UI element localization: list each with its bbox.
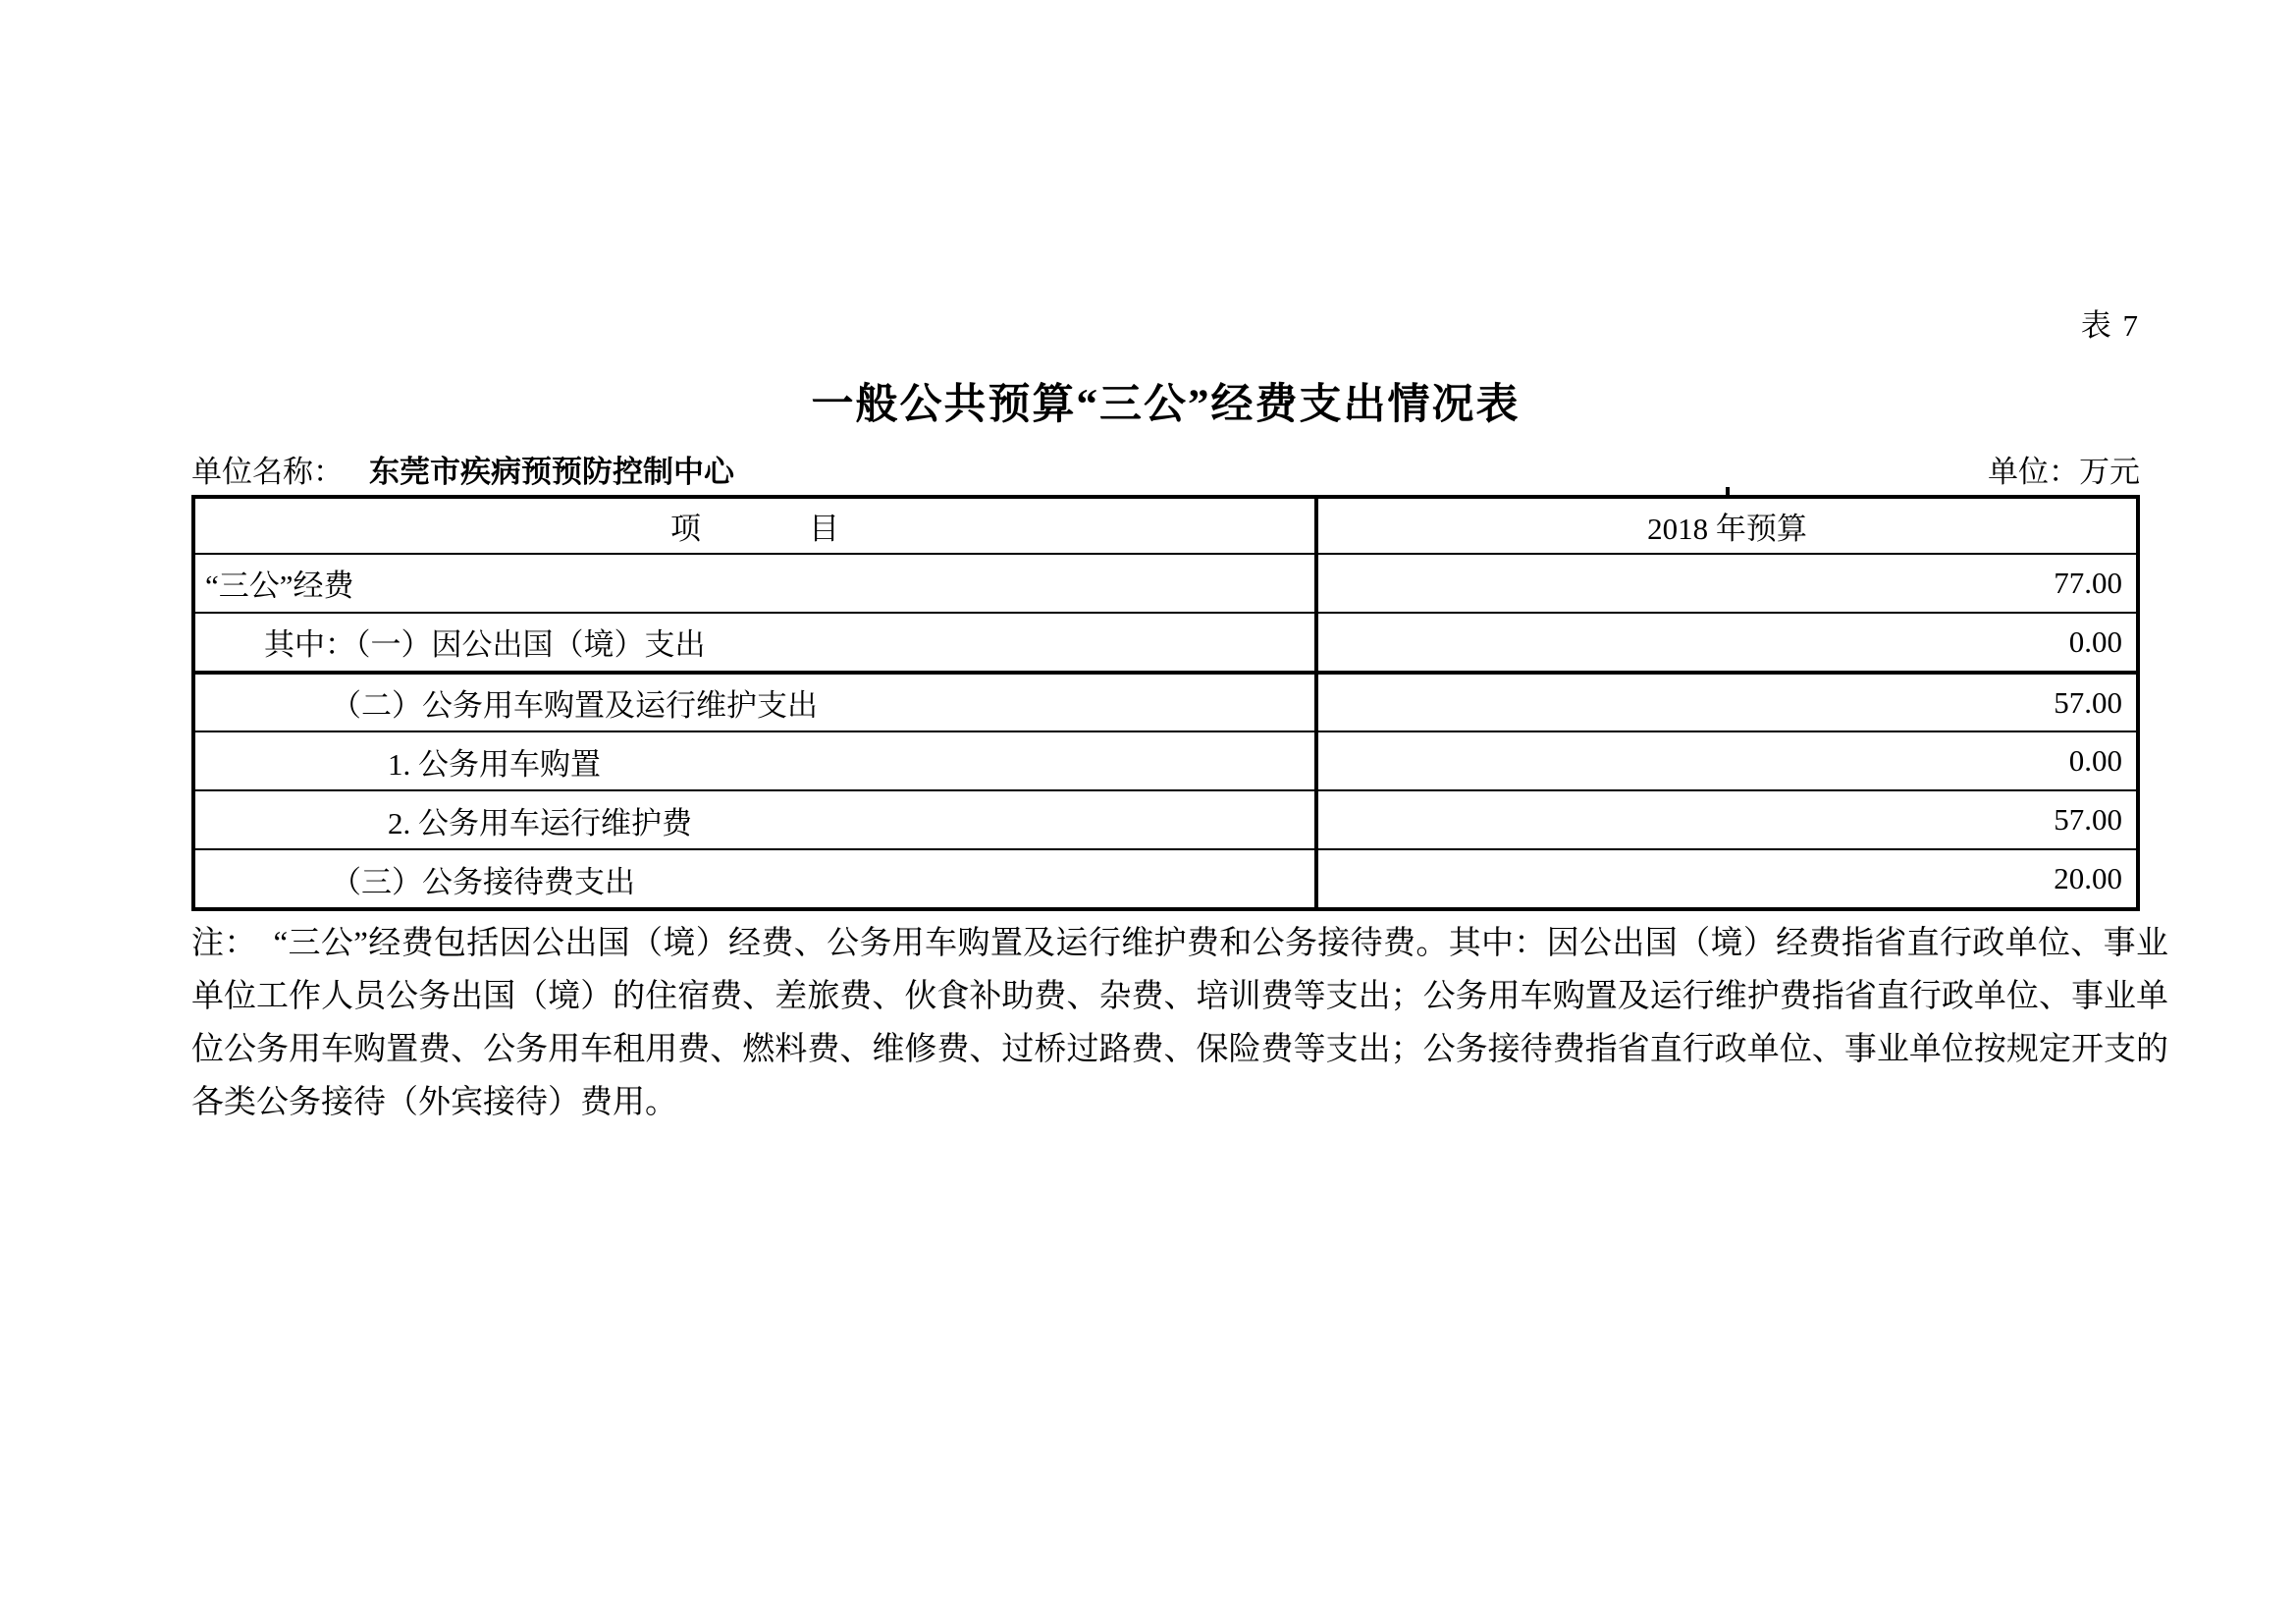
table-row bbox=[195, 671, 2136, 731]
unit-name-label: 单位名称： bbox=[191, 455, 344, 489]
row-value: 0.00 bbox=[2068, 623, 2122, 659]
unit-name bbox=[191, 447, 734, 491]
row-label: “三公”经费 bbox=[205, 568, 354, 604]
row-value: 77.00 bbox=[2054, 565, 2122, 600]
header-item-cell bbox=[195, 499, 1318, 553]
page-title: 一般公共预算“三公”经费支出情况表 bbox=[811, 382, 1521, 428]
header-budget-cell bbox=[1318, 499, 2136, 553]
row-value: 0.00 bbox=[2068, 743, 2122, 779]
footnote: 注： “三公”经费包括因公出国（境）经费、公务用车购置及运行维护费和公务接待费。其中：因公出国（境）经费指省直行政单位、事业单位工作人员公务出国（境）的住宿费、差旅费、伙食补助费、杂费、培训费等支出；公务用车购置及运行维护费指省直行政单位、事业单位公务用车购置费、公务用车租用费、燃料费、维修费、过桥过路费、保险费等支出；公务接待费指省直行政单位、事业单位按规定开支的各类公务接待（外宾接待）费用。 bbox=[191, 926, 2168, 1120]
row-value: 20.00 bbox=[2054, 861, 2122, 896]
row-value: 57.00 bbox=[2054, 684, 2122, 720]
row-label: （二）公务用车购置及运行维护支出 bbox=[331, 688, 818, 724]
table-row bbox=[195, 848, 2136, 907]
row-label-cell bbox=[195, 555, 1318, 612]
table-row bbox=[195, 553, 2136, 612]
row-value-cell bbox=[1318, 850, 2136, 907]
row-value: 57.00 bbox=[2054, 802, 2122, 838]
row-label-cell bbox=[195, 614, 1318, 671]
row-label-cell bbox=[195, 791, 1318, 848]
row-value-cell bbox=[1318, 614, 2136, 671]
row-label: 其中：（一）因公出国（境）支出 bbox=[264, 627, 706, 663]
sheet-number-label: 表 7 bbox=[2080, 308, 2140, 343]
row-label: 1. 公务用车购置 bbox=[388, 746, 601, 782]
table-header-row bbox=[195, 499, 2136, 553]
row-value-cell bbox=[1318, 791, 2136, 848]
row-label-cell bbox=[195, 732, 1318, 789]
row-value-cell bbox=[1318, 675, 2136, 731]
header-item-label: 项目 bbox=[670, 512, 947, 546]
stray-mark bbox=[1726, 487, 1730, 495]
unit-of-measure-label: 单位：万元 bbox=[1988, 455, 2140, 489]
row-label: 2. 公务用车运行维护费 bbox=[388, 805, 692, 840]
row-label-cell bbox=[195, 675, 1318, 731]
unit-name-value: 东莞市疾病预预防控制中心 bbox=[369, 455, 734, 489]
table-row bbox=[195, 612, 2136, 671]
row-value-cell bbox=[1318, 732, 2136, 789]
budget-table bbox=[191, 495, 2140, 911]
row-value-cell bbox=[1318, 555, 2136, 612]
table-row bbox=[195, 731, 2136, 789]
row-label: （三）公务接待费支出 bbox=[331, 864, 635, 899]
meta-line bbox=[191, 447, 2140, 491]
table-row bbox=[195, 789, 2136, 848]
row-label-cell bbox=[195, 850, 1318, 907]
header-budget-label: 2018 年预算 bbox=[1647, 512, 1807, 546]
